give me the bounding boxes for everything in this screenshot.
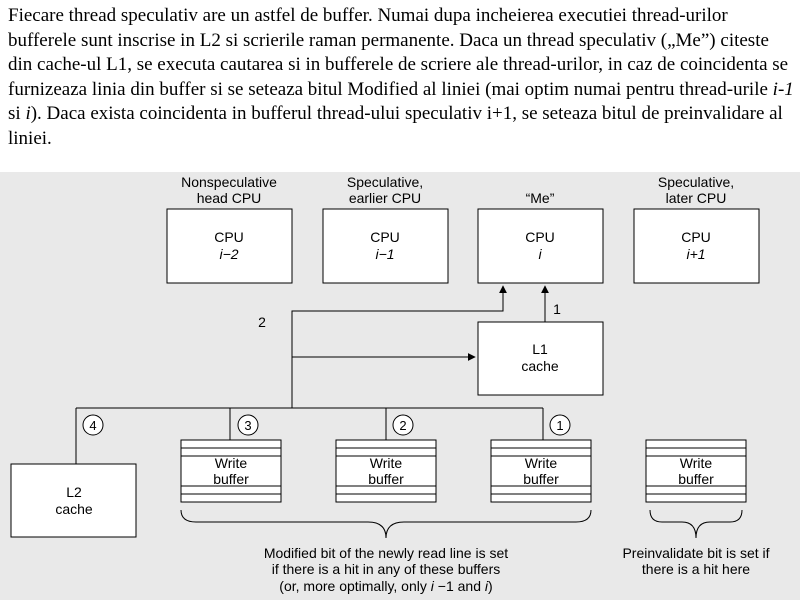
l2-cache-label: L2 cache [55, 484, 93, 517]
path-label-1: 1 [553, 301, 561, 317]
para-text-3: ). Daca exista coincidenta in bufferul thread-ului speculativ i+1, se seteaza bitul de preinvalidare al liniei. [8, 103, 783, 149]
caption-right-line-1: Preinvalidate bit is set if [622, 545, 770, 561]
circled-step-4: 4 [89, 418, 97, 433]
circled-step-2: 2 [399, 418, 407, 433]
para-text-1: Fiecare thread speculativ are un astfel de buffer. Numai dupa incheierea executiei thread-urilor bufferele sunt inscrise in L2 si scrierile raman permanente. Daca un thread speculativ („Me”) citeste din cache-ul L1, se executa cautarea si in bufferele de scriere ale thread-urilor, in caz de coincidenta se furnizeaza linia din buffer si se seteaza bitul Modified al liniei (mai optim numai pentru thread-urile [8, 5, 789, 100]
cpu-header-head: Nonspeculative head CPU [181, 174, 277, 206]
cpu-header-me: “Me” [525, 190, 555, 206]
cpu-label-i+1: CPU [681, 229, 711, 245]
caption-right-line-2: there is a hit here [641, 561, 751, 577]
cpu-label-i-2: CPU [214, 229, 244, 245]
write-buffer-label-i: Write buffer [523, 455, 559, 487]
cpu-header-earlier: Speculative, earlier CPU [346, 174, 424, 206]
para-text-2: si [8, 103, 26, 125]
cpu-index-i+1: i+1 [686, 246, 706, 262]
cpu-index-i-1: i−1 [375, 246, 395, 262]
speculative-cpu-diagram [0, 172, 800, 600]
write-buffer-label-i+1: Write buffer [678, 455, 714, 487]
cpu-index-i: i [538, 246, 542, 262]
caption-left-line-3: (or, more optimally, only i −1 and i) [279, 578, 493, 594]
para-italic-1: i-1 [772, 78, 794, 100]
circled-step-1: 1 [556, 418, 564, 433]
cpu-header-later: Speculative, later CPU [657, 174, 735, 206]
cpu-label-i: CPU [525, 229, 555, 245]
cpu-label-i-1: CPU [370, 229, 400, 245]
para-italic-2: i [25, 103, 31, 125]
circled-step-3: 3 [244, 418, 252, 433]
write-buffer-label-i-2: Write buffer [213, 455, 249, 487]
caption-left-line-2: if there is a hit in any of these buffers [271, 561, 501, 577]
cpu-index-i-2: i−2 [219, 246, 239, 262]
description-paragraph [8, 4, 794, 172]
caption-left-line-1: Modified bit of the newly read line is set [263, 545, 509, 561]
path-label-2: 2 [258, 314, 266, 330]
write-buffer-label-i-1: Write buffer [368, 455, 404, 487]
l1-cache-label: L1 cache [521, 341, 559, 374]
